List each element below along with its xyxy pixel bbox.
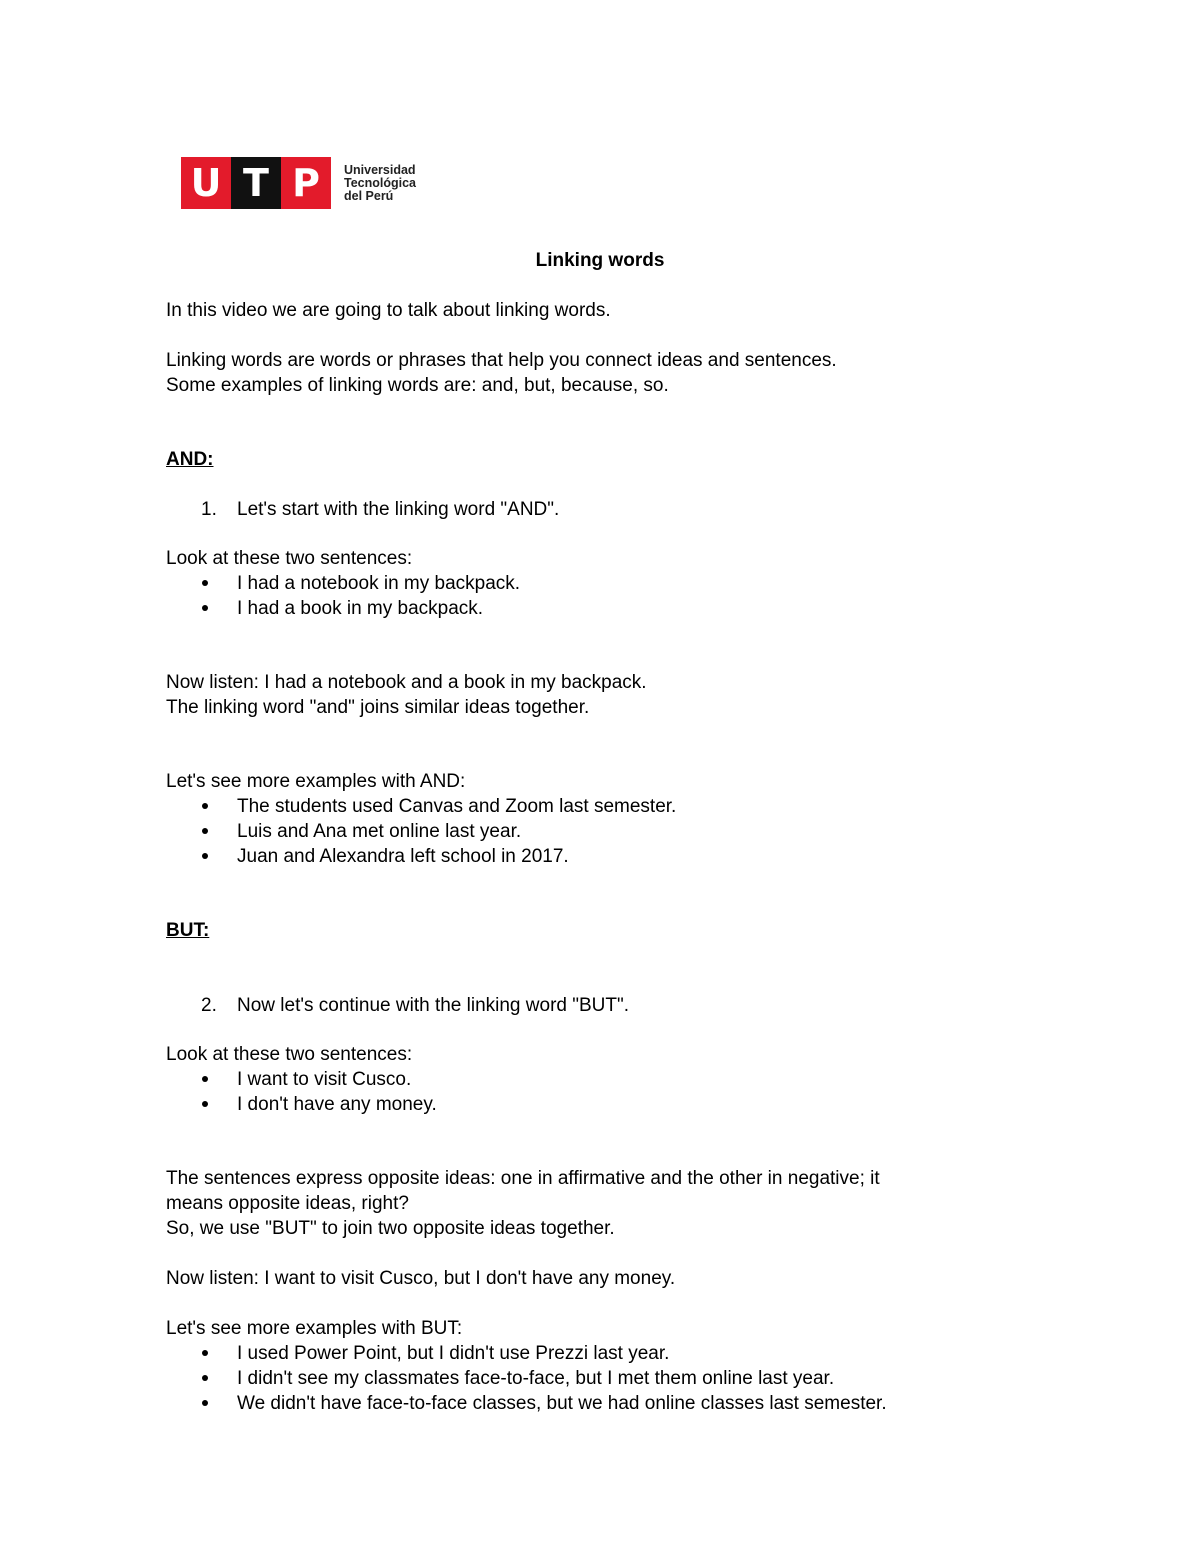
but-listen: Now listen: I want to visit Cusco, but I don't have any money. bbox=[166, 1268, 676, 1289]
and-look-label: Look at these two sentences: bbox=[166, 548, 413, 569]
bullet-icon bbox=[202, 1076, 208, 1082]
and-item-number: 1. bbox=[201, 499, 217, 520]
but-look-label: Look at these two sentences: bbox=[166, 1044, 413, 1065]
but-more-label: Let's see more examples with BUT: bbox=[166, 1318, 463, 1339]
intro-text: In this video we are going to talk about linking words. bbox=[166, 300, 611, 321]
and-sentence-1: I had a notebook in my backpack. bbox=[237, 573, 521, 594]
but-heading: BUT: bbox=[166, 920, 210, 941]
and-item-text: Let's start with the linking word "AND". bbox=[237, 499, 560, 520]
but-example-1: I used Power Point, but I didn't use Prezzi last year. bbox=[237, 1343, 670, 1364]
bullet-icon bbox=[202, 1400, 208, 1406]
and-sentence-2: I had a book in my backpack. bbox=[237, 598, 484, 619]
but-sentence-1: I want to visit Cusco. bbox=[237, 1069, 412, 1090]
bullet-icon bbox=[202, 580, 208, 586]
bullet-icon bbox=[202, 1375, 208, 1381]
logo-letter-p: P bbox=[281, 157, 331, 209]
and-listen-2: The linking word "and" joins similar ideas together. bbox=[166, 697, 590, 718]
bullet-icon bbox=[202, 853, 208, 859]
logo-line-2: Tecnológica bbox=[344, 176, 417, 190]
bullet-icon bbox=[202, 1101, 208, 1107]
but-item-number: 2. bbox=[201, 995, 217, 1016]
and-example-2: Luis and Ana met online last year. bbox=[237, 821, 522, 842]
bullet-icon bbox=[202, 803, 208, 809]
bullet-icon bbox=[202, 828, 208, 834]
logo-line-3: del Perú bbox=[344, 189, 394, 203]
logo-letter-t: T bbox=[231, 157, 281, 209]
but-item-text: Now let's continue with the linking word "BUT". bbox=[237, 995, 630, 1016]
but-explanation-3: So, we use "BUT" to join two opposite ideas together. bbox=[166, 1218, 615, 1239]
and-listen-1: Now listen: I had a notebook and a book in my backpack. bbox=[166, 672, 647, 693]
and-heading: AND: bbox=[166, 449, 214, 470]
bullet-icon bbox=[202, 605, 208, 611]
page-title: Linking words bbox=[535, 250, 665, 271]
logo-line-1: Universidad bbox=[344, 163, 416, 177]
but-explanation-2: means opposite ideas, right? bbox=[166, 1193, 409, 1214]
but-sentence-2: I don't have any money. bbox=[237, 1094, 437, 1115]
but-example-2: I didn't see my classmates face-to-face, but I met them online last year. bbox=[237, 1368, 835, 1389]
bullet-icon bbox=[202, 1350, 208, 1356]
definition-line-2: Some examples of linking words are: and, but, because, so. bbox=[166, 375, 669, 396]
but-explanation-1: The sentences express opposite ideas: one in affirmative and the other in negative; it bbox=[166, 1168, 880, 1189]
definition-line-1: Linking words are words or phrases that help you connect ideas and sentences. bbox=[166, 350, 837, 371]
logo-letter-u: U bbox=[181, 157, 231, 209]
but-example-3: We didn't have face-to-face classes, but we had online classes last semester. bbox=[237, 1393, 887, 1414]
and-example-3: Juan and Alexandra left school in 2017. bbox=[237, 846, 569, 867]
and-more-label: Let's see more examples with AND: bbox=[166, 771, 466, 792]
and-example-1: The students used Canvas and Zoom last semester. bbox=[237, 796, 677, 817]
utp-logo bbox=[181, 157, 421, 209]
